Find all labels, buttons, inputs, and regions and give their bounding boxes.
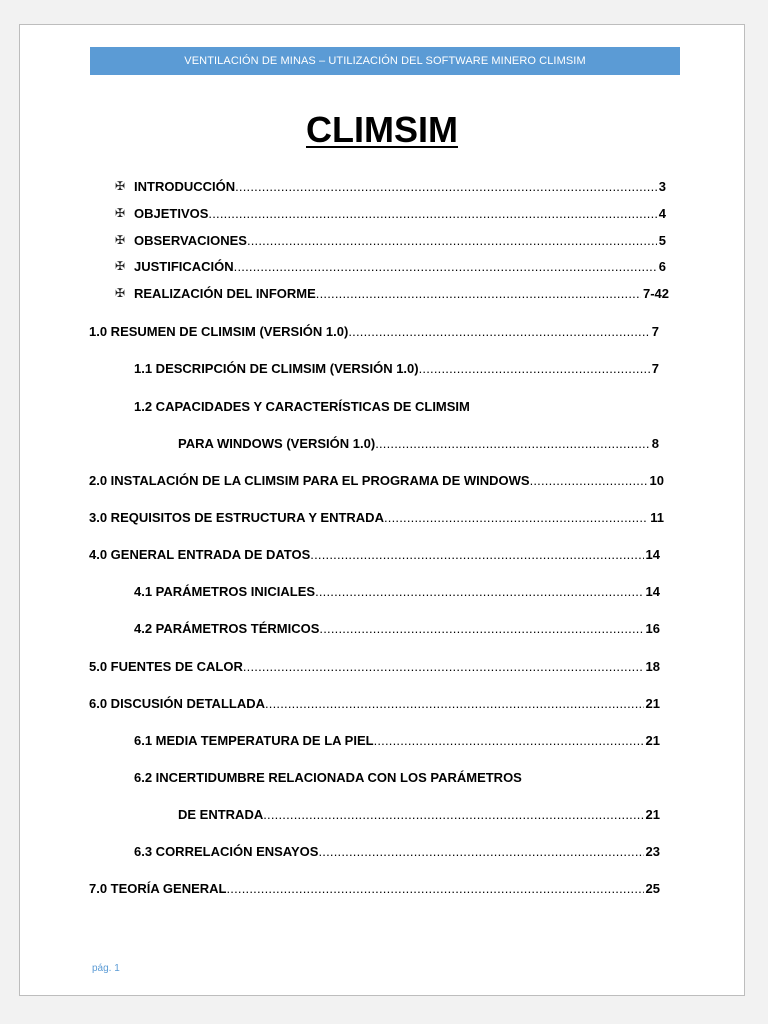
toc-entry-label: 5.0 FUENTES DE CALOR — [89, 659, 243, 674]
toc-entry-page: 21 — [645, 733, 660, 748]
toc-entry-page: 5 — [658, 233, 666, 248]
toc-entry-page: 21 — [645, 696, 660, 711]
toc-entry-1-2-cont[interactable] — [178, 436, 659, 451]
toc-entry-6-0[interactable] — [89, 696, 660, 711]
toc-entry-page: 21 — [645, 807, 660, 822]
toc-entry-page: 23 — [645, 844, 660, 859]
ornament-icon: ✠ — [115, 286, 126, 300]
toc-entry-label: OBJETIVOS — [134, 206, 209, 221]
toc-entry-label: 6.3 CORRELACIÓN ENSAYOS — [134, 844, 319, 859]
toc-entry-page: 18 — [645, 659, 660, 674]
toc-entry-label: 7.0 TEORÍA GENERAL — [89, 881, 227, 896]
toc-entry-realizacion[interactable] — [134, 286, 669, 301]
toc-entry-6-2-cont[interactable] — [178, 807, 660, 822]
toc-entry-page: 7 — [651, 324, 659, 339]
document-page — [19, 24, 745, 996]
toc-entry-label: 3.0 REQUISITOS DE ESTRUCTURA Y ENTRADA — [89, 510, 384, 525]
toc-entry-label: OBSERVACIONES — [134, 233, 247, 248]
toc-entry-4-2[interactable] — [134, 621, 660, 636]
toc-entry-page: 6 — [658, 259, 666, 274]
toc-entry-label: INTRODUCCIÓN — [134, 179, 236, 194]
toc-entry-page: 3 — [658, 179, 666, 194]
toc-entry-1-1[interactable] — [134, 361, 659, 376]
toc-entry-7-0[interactable] — [89, 881, 660, 896]
toc-entry-page: 10 — [649, 473, 664, 488]
running-header: VENTILACIÓN DE MINAS – UTILIZACIÓN DEL SOFTWARE MINERO CLIMSIM — [90, 47, 680, 75]
toc-entry-1-2[interactable] — [134, 399, 659, 414]
toc-entry-2-0[interactable] — [89, 473, 664, 488]
toc-entry-4-0[interactable] — [89, 547, 660, 562]
page-number: pág. 1 — [92, 963, 120, 974]
toc-entry-label: DE ENTRADA — [178, 807, 264, 822]
toc-entry-1-0[interactable] — [89, 324, 659, 339]
toc-entry-6-3[interactable] — [134, 844, 660, 859]
toc-entry-page: 8 — [651, 436, 659, 451]
toc-entry-page: 14 — [645, 584, 660, 599]
toc-entry-page: 4 — [658, 206, 666, 221]
toc-entry-3-0[interactable] — [89, 510, 664, 525]
toc-entry-6-1[interactable] — [134, 733, 660, 748]
toc-entry-label: 4.2 PARÁMETROS TÉRMICOS — [134, 621, 320, 636]
toc-entry-page: 7-42 — [642, 286, 669, 301]
ornament-icon: ✠ — [115, 233, 126, 247]
toc-entry-label: 1.2 CAPACIDADES Y CARACTERÍSTICAS DE CLIMSIM — [134, 399, 470, 414]
toc-entry-label: 1.0 RESUMEN DE CLIMSIM (VERSIÓN 1.0) — [89, 324, 349, 339]
toc-entry-page: 11 — [650, 510, 664, 525]
toc-entry-label: 1.1 DESCRIPCIÓN DE CLIMSIM (VERSIÓN 1.0) — [134, 361, 419, 376]
toc-entry-4-1[interactable] — [134, 584, 660, 599]
toc-entry-label: REALIZACIÓN DEL INFORME — [134, 286, 316, 301]
toc-entry-observaciones[interactable] — [134, 233, 666, 248]
toc-entry-label: 4.1 PARÁMETROS INICIALES — [134, 584, 316, 599]
toc-entry-page: 25 — [645, 881, 660, 896]
toc-entry-introduccion[interactable] — [134, 179, 666, 194]
ornament-icon: ✠ — [115, 206, 126, 220]
toc-entry-6-2[interactable] — [134, 770, 660, 785]
toc-entry-page: 14 — [645, 547, 660, 562]
toc-entry-objetivos[interactable] — [134, 206, 666, 221]
document-title: CLIMSIM — [306, 109, 458, 150]
toc-entry-5-0[interactable] — [89, 659, 660, 674]
toc-entry-label: PARA WINDOWS (VERSIÓN 1.0) — [178, 436, 376, 451]
toc-entry-page: 7 — [651, 361, 659, 376]
toc-entry-justificacion[interactable] — [134, 259, 666, 274]
toc-entry-label: 6.0 DISCUSIÓN DETALLADA — [89, 696, 265, 711]
toc-entry-page: 16 — [645, 621, 660, 636]
ornament-icon: ✠ — [115, 259, 126, 273]
toc-entry-label: 2.0 INSTALACIÓN DE LA CLIMSIM PARA EL PROGRAMA DE WINDOWS — [89, 473, 530, 488]
toc-entry-label: 4.0 GENERAL ENTRADA DE DATOS — [89, 547, 311, 562]
toc-entry-label: JUSTIFICACIÓN — [134, 259, 234, 274]
toc-entry-label: 6.2 INCERTIDUMBRE RELACIONADA CON LOS PARÁMETROS — [134, 770, 522, 785]
ornament-icon: ✠ — [115, 179, 126, 193]
toc-entry-label: 6.1 MEDIA TEMPERATURA DE LA PIEL — [134, 733, 374, 748]
